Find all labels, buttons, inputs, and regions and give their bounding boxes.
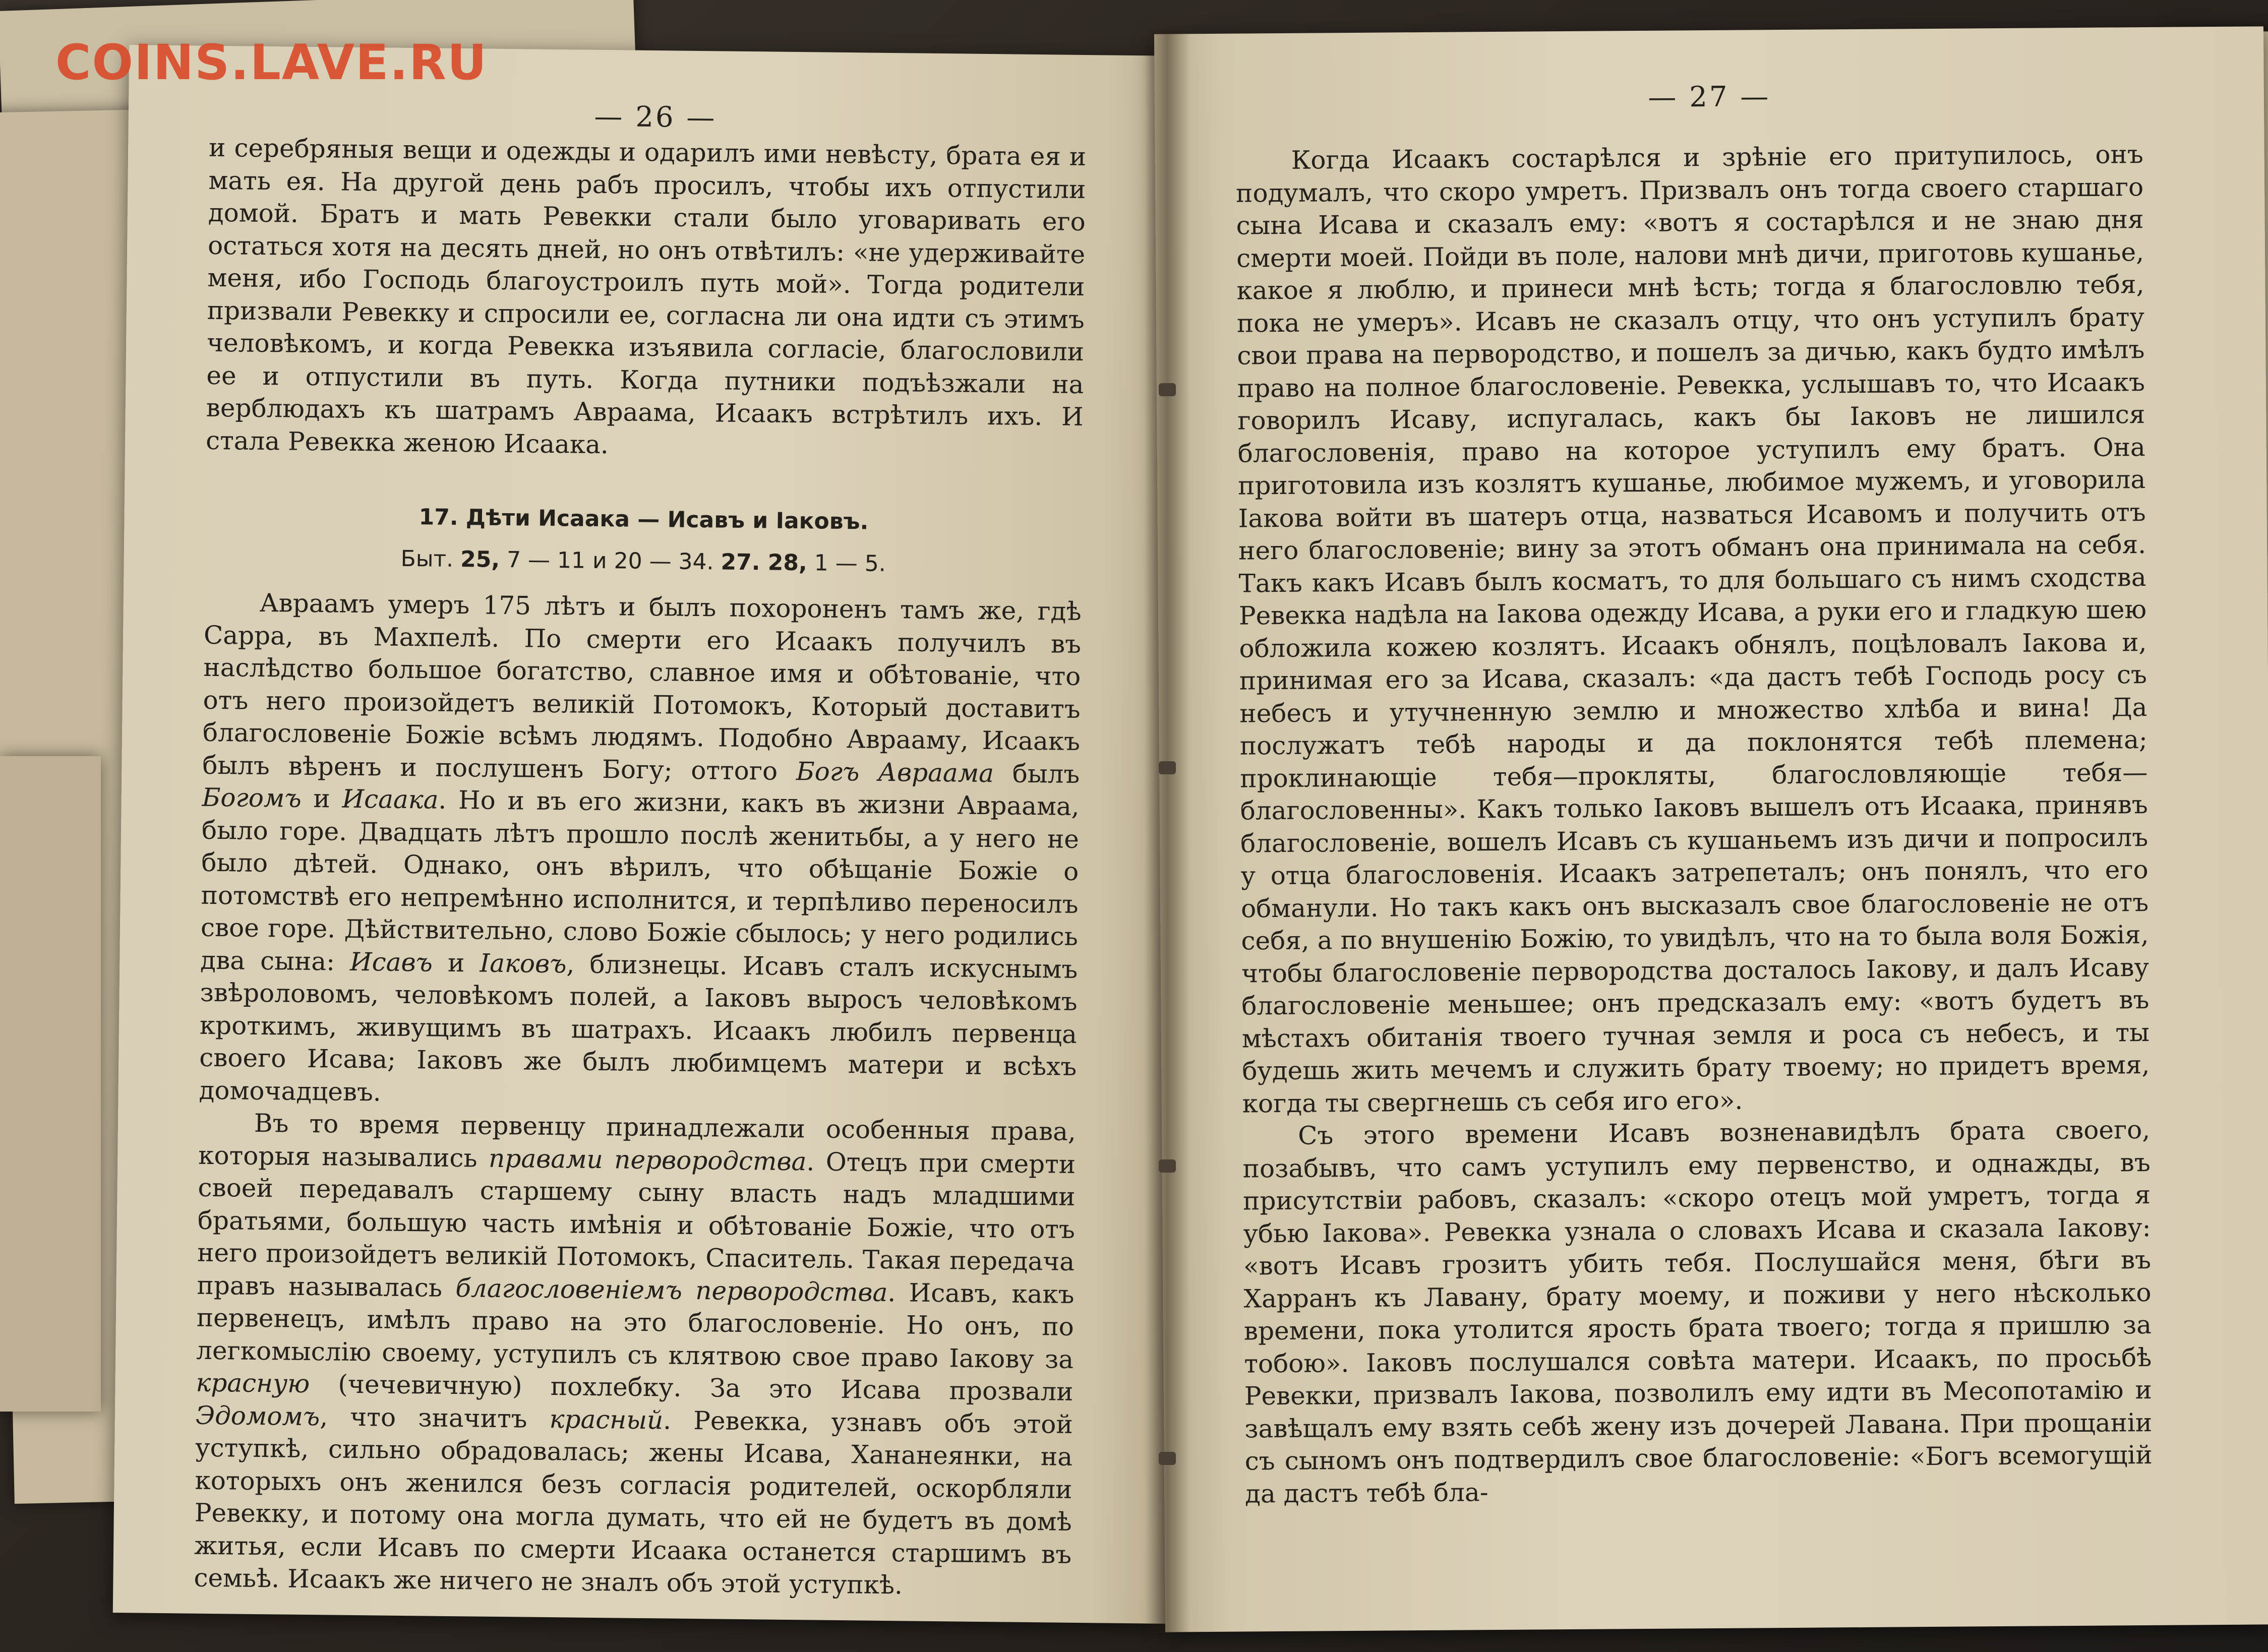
ref-verses-1: 7 — 11 и 20 — 34. [506, 546, 714, 575]
right-page-text [1235, 138, 2153, 1510]
page-number-left: — 26 — [594, 100, 717, 135]
binding-stitch [1159, 1159, 1176, 1173]
page-number-right: — 27 — [1648, 80, 1771, 114]
text-run: (чечевичную) похлебку. За это Исава прозвали [309, 1369, 1073, 1406]
paragraph-birthright [194, 1107, 1076, 1604]
italic-run: красный [549, 1404, 664, 1435]
italic-run: Іаковъ [480, 948, 567, 978]
text-run: . Исавъ, какъ первенецъ, имѣлъ право на это благословеніе. Но онъ, по легкомыслію своему, уступилъ съ клятвою свое право Іакову за [196, 1277, 1075, 1374]
right-page [1154, 26, 2268, 1632]
italic-run: Исавъ [349, 947, 433, 977]
stray-paper-left-lower [0, 756, 101, 1412]
text-run: Авраамъ умеръ 175 лѣтъ и былъ похороненъ тамъ же, гдѣ Сарра, въ Махпелѣ. По смерти его Исаакъ получилъ въ наслѣдство большое богатство, славное имя и обѣтованіе, что отъ него произойдетъ великій Потомокъ, Который доставитъ благословеніе Божіе всѣмъ людямъ. Подобно Аврааму, Исаакъ былъ вѣренъ и послушенъ Богу; оттого [202, 588, 1082, 786]
section-heading: 17. Дѣти Исаака — Исавъ и Іаковъ. [419, 504, 869, 535]
italic-run: Исаака [342, 784, 439, 815]
italic-run: благословеніемъ первородства [455, 1273, 888, 1307]
paragraph-continued: и серебряныя вещи и одежды и одарилъ ими невѣсту, брата ея и мать ея. На другой день рабъ просилъ, чтобы ихъ отпустили домой. Братъ и мать Ревекки стали было уговаривать его остаться хотя на десять дней, но онъ отвѣтилъ: «не удерживайте меня, ибо Господь благоустроилъ путь мой». Тогда родители призвали Ревекку и спросили ее, согласна ли она идти съ этимъ человѣкомъ, и когда Ревекка изъявила согласіе, благословили ее и отпустили въ путь. Когда путники подъѣзжали на верблюдахъ къ шатрамъ Авраама, Исаакъ встрѣтилъ ихъ. И стала Ревекка женою Исаака. [205, 133, 1087, 459]
paragraph-abraham-death [199, 586, 1082, 1116]
binding-stitch [1159, 761, 1176, 774]
italic-run: красную [196, 1368, 310, 1399]
text-run: и [301, 783, 342, 814]
paragraph-blessing: Когда Исаакъ состарѣлся и зрѣніе его притупилось, онъ подумалъ, что скоро умретъ. Призвалъ онъ тогда своего старшаго сына Исава и сказалъ ему: «вотъ я состарѣлся и не знаю дня смерти моей. Пойди въ поле, налови мнѣ дичи, приготовь кушанье, какое я люблю, и принеси мнѣ ѣсть; тогда я благословлю тебя, пока не умеръ». Исавъ не сказалъ отцу, что онъ уступилъ брату свои права на первородство, и пошелъ за дичью, какъ будто имѣлъ право на полное благословеніе. Ревекка, услышавъ то, что Исаакъ говорилъ Исаву, испугалась, какъ бы Іаковъ не лишился благословенія, право на которое уступилъ ему братъ. Она приготовила изъ козлятъ кушанье, любимое мужемъ, и уговорила Іакова войти въ шатеръ отца, назваться Исавомъ и получить отъ него благословеніе; вину за этотъ обманъ она принимала на себя. Такъ какъ Исавъ былъ косматъ, то для большаго съ нимъ сходства Ревекка надѣла на Іакова одежду Исава, а руки его и гладкую шею обложила кожею козлятъ. Исаакъ обнялъ, поцѣловалъ Іакова и, принимая его за Исава, сказалъ: «да дастъ тебѣ Господь росу съ небесъ и утучненную землю и множество хлѣба и вина! Да послужатъ тебѣ народы и да поклонятся тебѣ племена; проклинающіе тебя—прокляты, благословляющіе тебя—благословенны». Какъ только Іаковъ вышелъ отъ Исаака, принявъ благословеніе, вошелъ Исавъ съ кушаньемъ изъ дичи и попросилъ у отца благословенія. Исаакъ затрепеталъ; онъ понялъ, что его обманули. Но такъ какъ онъ высказалъ свое благословеніе не отъ себя, а по внушенію Божію, то увидѣлъ, что на то была воля Божія, чтобы благословеніе первородства досталось Іакову, и далъ Исаву благословеніе меньшее; онъ предсказалъ ему: «вотъ будетъ въ мѣстахъ обитанія твоего тучная земля и роса съ небесъ, и ты будешь жить мечемъ и служить брату твоему; но придетъ время, когда ты свергнешь съ себя иго его». [1235, 140, 2150, 1119]
left-page-text [194, 132, 1086, 1604]
binding-stitch [1159, 383, 1176, 396]
left-page [113, 45, 1183, 1624]
text-run: Въ то время первенцу принадлежали особенныя права, которыя назывались [198, 1108, 1077, 1173]
text-run: , близнецы. Исавъ сталъ искуснымъ звѣроловомъ, человѣкомъ полей, а Іаковъ выросъ человѣкомъ кроткимъ, живущимъ въ шатрахъ. Исаакъ любилъ первенца своего Исава; Іаковъ же былъ любимцемъ матери и всѣхъ домочадцевъ. [199, 949, 1078, 1107]
text-run: былъ [993, 758, 1080, 789]
italic-run: Богомъ [202, 782, 302, 813]
italic-run: Эдомомъ [195, 1400, 320, 1431]
ref-chapter-25: 25, [460, 546, 500, 573]
paragraph-flight: Съ этого времени Исавъ возненавидѣлъ брата своего, позабывъ, что самъ уступилъ ему первенство, и однажды, въ присутствіи рабовъ, сказалъ: «скоро отецъ мой умретъ, тогда я убью Іакова». Ревекка узнала о словахъ Исава и сказала Іакову: «вотъ Исавъ грозитъ убить тебя. Послушайся меня, бѣги въ Харранъ къ Лавану, брату моему, и поживи у него нѣсколько времени, пока утолится ярость брата твоего; тогда я пришлю за тобою». Іаковъ послушался совѣта матери. Исаакъ, по просьбѣ Ревекки, призвалъ Іакова, позволилъ ему идти въ Месопотамію и завѣщалъ ему взять себѣ жену изъ дочерей Лавана. При прощаніи съ сыномъ онъ подтвердилъ свое благословеніе: «Богъ всемогущій да дастъ тебѣ бла- [1242, 1115, 2153, 1509]
italic-run: правами первородства [488, 1143, 807, 1176]
text-run: . Отецъ при смерти своей передавалъ старшему сыну власть надъ младшими братьями, большую часть имѣнія и обѣтованіе Божіе, что отъ него произойдетъ великій Потомокъ, Спаситель. Такая передача правъ называлась [197, 1146, 1076, 1303]
book-spine [1145, 30, 1190, 1633]
watermark: COINS.LAVE.RU [55, 34, 488, 91]
ref-book: Быт. [400, 545, 454, 572]
italic-run: Богъ Авраама [796, 756, 994, 788]
text-run: . Но и въ его жизни, какъ въ жизни Авраама, было горе. Двадцать лѣтъ прошло послѣ женитьбы, а у него не было дѣтей. Однако, онъ вѣрилъ, что обѣщаніе Божіе о потомствѣ его непремѣнно исполнится, и терпѣливо переносилъ свое горе. Дѣйствительно, слово Божіе сбылось; у него родились два сына: [200, 785, 1080, 976]
text-run: и [432, 948, 480, 978]
ref-chapters-27-28: 27. 28, [721, 548, 808, 576]
scripture-reference [204, 540, 1082, 582]
text-run: , что значитъ [319, 1401, 550, 1434]
text-run: . Ревекка, узнавъ объ этой уступкѣ, сильно обрадовалась; жены Исава, Хананеянки, на которыхъ онъ женился безъ согласія родителей, оскорбляли Ревекку, и потому она могла думать, что ей не будетъ въ домѣ житья, если Исавъ по смерти Исаака останется старшимъ въ семьѣ. Исаакъ же ничего не зналъ объ этой уступкѣ. [194, 1405, 1073, 1600]
ref-verses-2: 1 — 5. [814, 549, 886, 577]
binding-stitch [1159, 1452, 1176, 1465]
